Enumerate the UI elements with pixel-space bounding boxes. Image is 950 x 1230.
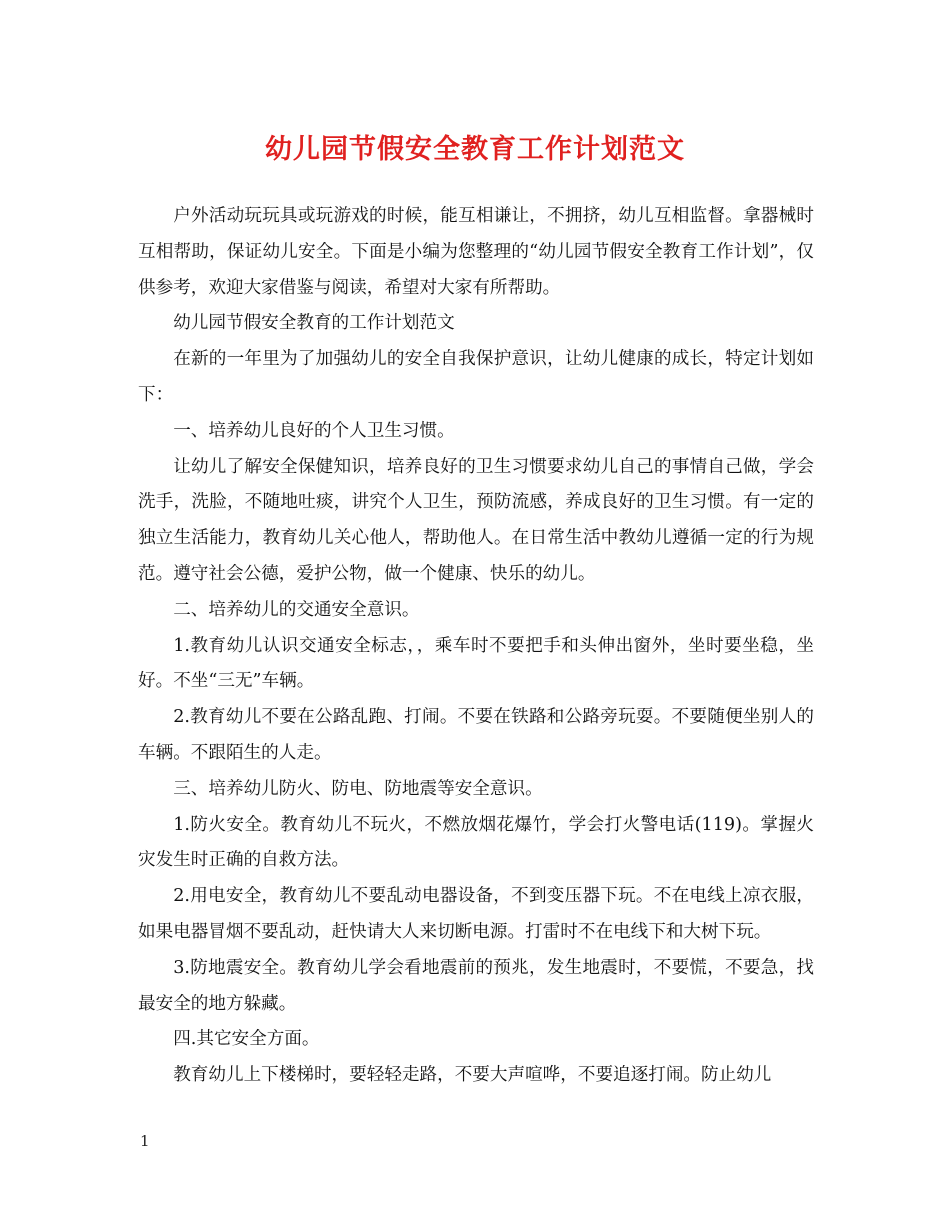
paragraph: 在新的一年里为了加强幼儿的安全自我保护意识，让幼儿健康的成长，特定计划如下： [138,349,814,405]
paragraph: 1.防火安全。教育幼儿不玩火，不燃放烟花爆竹，学会打火警电话(119)。掌握火灾发生时正确的自救方法。 [138,814,814,871]
section-heading: 二、培养幼儿的交通安全意识。 [173,599,420,620]
paragraph: 2.教育幼儿不要在公路乱跑、打闹。不要在铁路和公路旁玩耍。不要随便坐别人的车辆。不跟陌生的人走。 [138,707,814,763]
section-heading: 一、培养幼儿良好的个人卫生习惯。 [173,420,455,441]
document-body [138,199,814,1094]
paragraph: 3.防地震安全。教育幼儿学会看地震前的预兆，发生地震时，不要慌，不要急，找最安全的地方躲藏。 [138,957,814,1014]
paragraph: 幼儿园节假安全教育的工作计划范文 [173,313,455,334]
paragraph: 教育幼儿上下楼梯时，要轻轻走路，不要大声喧哗，不要追逐打闹。防止幼儿 [173,1065,772,1086]
document-title: 幼儿园节假安全教育工作计划范文 [265,134,685,165]
page-number: 1 [140,1132,150,1150]
paragraph: 让幼儿了解安全保健知识，培养良好的卫生习惯要求幼儿自己的事情自己做，学会洗手，洗脸，不随地吐痰，讲究个人卫生，预防流感，养成良好的卫生习惯。有一定的独立生活能力，教育幼儿关心他人，帮助他人。在日常生活中教幼儿遵循一定的行为规范。遵守社会公德，爱护公物，做一个健康、快乐的幼儿。 [138,456,814,584]
section-heading: 四.其它安全方面。 [173,1029,320,1050]
paragraph: 户外活动玩玩具或玩游戏的时候，能互相谦让，不拥挤，幼儿互相监督。拿器械时互相帮助，保证幼儿安全。下面是小编为您整理的“幼儿园节假安全教育工作计划”，仅供参考，欢迎大家借鉴与阅读，希望对大家有所帮助。 [138,206,814,298]
paragraph: 2.用电安全，教育幼儿不要乱动电器设备，不到变压器下玩。不在电线上凉衣服，如果电器冒烟不要乱动，赶快请大人来切断电源。打雷时不在电线下和大树下玩。 [138,886,814,942]
paragraph: 1.教育幼儿认识交通安全标志，，乘车时不要把手和头伸出窗外，坐时要坐稳，坐好。不坐“三无”车辆。 [138,635,814,692]
section-heading: 三、培养幼儿防火、防电、防地震等安全意识。 [173,778,543,799]
